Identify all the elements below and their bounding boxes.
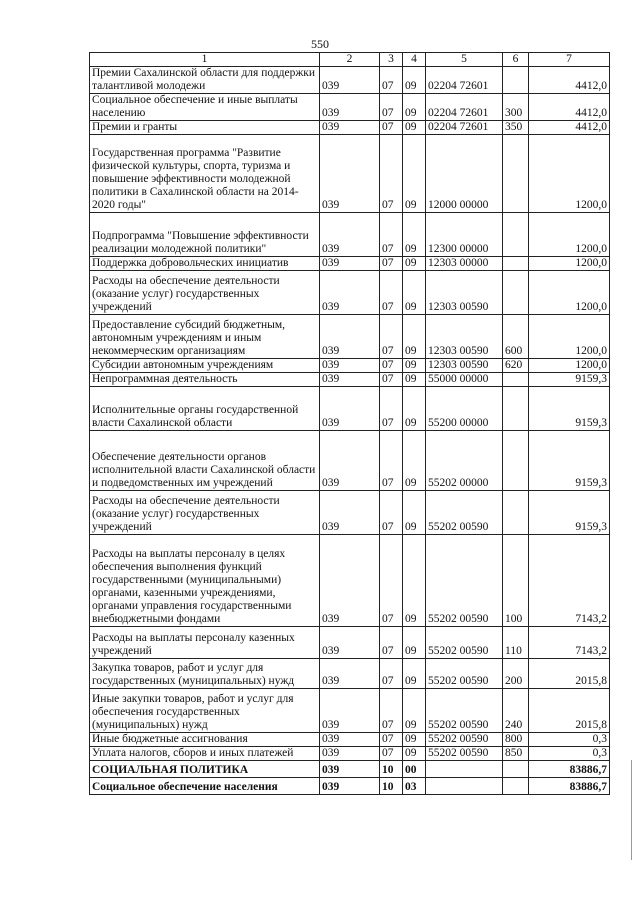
section-code: 07 bbox=[380, 387, 403, 431]
subsection-code: 09 bbox=[403, 747, 426, 761]
section-code: 10 bbox=[380, 778, 403, 795]
ministry-code: 039 bbox=[320, 135, 380, 213]
expense-type-code: 850 bbox=[503, 747, 529, 761]
amount: 4412,0 bbox=[529, 121, 610, 135]
amount: 83886,7 bbox=[529, 761, 610, 778]
ministry-code: 039 bbox=[320, 733, 380, 747]
target-article-code: 55202 00000 bbox=[426, 431, 503, 491]
subsection-code: 09 bbox=[403, 121, 426, 135]
row-name: Закупка товаров, работ и услуг для государственных (муниципальных) нужд bbox=[90, 659, 320, 689]
amount: 9159,3 bbox=[529, 491, 610, 535]
header-cell: 5 bbox=[426, 53, 503, 67]
table-row bbox=[90, 373, 610, 387]
target-article-code: 12303 00000 bbox=[426, 257, 503, 271]
target-article-code: 12300 00000 bbox=[426, 213, 503, 257]
expense-type-code: 620 bbox=[503, 359, 529, 373]
row-name: СОЦИАЛЬНАЯ ПОЛИТИКА bbox=[90, 761, 320, 778]
table-row bbox=[90, 387, 610, 431]
subsection-code: 09 bbox=[403, 135, 426, 213]
subsection-code: 09 bbox=[403, 315, 426, 359]
section-code: 07 bbox=[380, 94, 403, 121]
table-row bbox=[90, 747, 610, 761]
ministry-code: 039 bbox=[320, 359, 380, 373]
amount: 0,3 bbox=[529, 747, 610, 761]
row-name: Премии и гранты bbox=[90, 121, 320, 135]
page-number: 550 bbox=[311, 37, 329, 51]
header-cell: 3 bbox=[380, 53, 403, 67]
amount: 1200,0 bbox=[529, 359, 610, 373]
expense-type-code bbox=[503, 67, 529, 94]
subsection-code: 09 bbox=[403, 659, 426, 689]
amount: 9159,3 bbox=[529, 387, 610, 431]
subsection-code: 09 bbox=[403, 431, 426, 491]
target-article-code bbox=[426, 778, 503, 795]
section-code: 07 bbox=[380, 67, 403, 94]
subsection-code: 09 bbox=[403, 373, 426, 387]
target-article-code: 55200 00000 bbox=[426, 387, 503, 431]
target-article-code: 55000 00000 bbox=[426, 373, 503, 387]
subsection-code: 03 bbox=[403, 778, 426, 795]
target-article-code: 55202 00590 bbox=[426, 689, 503, 733]
section-code: 07 bbox=[380, 689, 403, 733]
expense-type-code bbox=[503, 491, 529, 535]
section-code: 07 bbox=[380, 373, 403, 387]
section-code: 07 bbox=[380, 535, 403, 627]
ministry-code: 039 bbox=[320, 491, 380, 535]
ministry-code: 039 bbox=[320, 373, 380, 387]
header-row bbox=[90, 53, 610, 67]
row-name: Обеспечение деятельности органов исполнительной власти Сахалинской области и подведомственных им учреждений bbox=[90, 431, 320, 491]
header-cell: 4 bbox=[403, 53, 426, 67]
amount: 1200,0 bbox=[529, 271, 610, 315]
row-name: Исполнительные органы государственной власти Сахалинской области bbox=[90, 387, 320, 431]
amount: 4412,0 bbox=[529, 67, 610, 94]
table-row bbox=[90, 315, 610, 359]
table-row bbox=[90, 689, 610, 733]
table-row bbox=[90, 94, 610, 121]
amount: 2015,8 bbox=[529, 689, 610, 733]
amount: 0,3 bbox=[529, 733, 610, 747]
ministry-code: 039 bbox=[320, 271, 380, 315]
section-code: 07 bbox=[380, 257, 403, 271]
target-article-code: 12303 00590 bbox=[426, 359, 503, 373]
target-article-code: 12000 00000 bbox=[426, 135, 503, 213]
expense-type-code bbox=[503, 271, 529, 315]
header-cell: 2 bbox=[320, 53, 380, 67]
subsection-code: 09 bbox=[403, 94, 426, 121]
subsection-code: 09 bbox=[403, 213, 426, 257]
expense-type-code bbox=[503, 761, 529, 778]
table-row bbox=[90, 778, 610, 795]
scan-edge-line bbox=[631, 760, 632, 860]
expense-type-code: 100 bbox=[503, 535, 529, 627]
target-article-code: 02204 72601 bbox=[426, 67, 503, 94]
section-code: 07 bbox=[380, 659, 403, 689]
row-name: Поддержка добровольческих инициатив bbox=[90, 257, 320, 271]
expense-type-code bbox=[503, 373, 529, 387]
subsection-code: 09 bbox=[403, 689, 426, 733]
target-article-code: 02204 72601 bbox=[426, 121, 503, 135]
expense-type-code: 200 bbox=[503, 659, 529, 689]
expense-type-code bbox=[503, 431, 529, 491]
subsection-code: 09 bbox=[403, 271, 426, 315]
subsection-code: 09 bbox=[403, 733, 426, 747]
ministry-code: 039 bbox=[320, 689, 380, 733]
section-code: 07 bbox=[380, 121, 403, 135]
expense-type-code bbox=[503, 778, 529, 795]
ministry-code: 039 bbox=[320, 747, 380, 761]
expense-type-code: 350 bbox=[503, 121, 529, 135]
expense-type-code bbox=[503, 257, 529, 271]
target-article-code: 55202 00590 bbox=[426, 747, 503, 761]
section-code: 07 bbox=[380, 747, 403, 761]
target-article-code bbox=[426, 761, 503, 778]
ministry-code: 039 bbox=[320, 431, 380, 491]
table-row bbox=[90, 733, 610, 747]
section-code: 07 bbox=[380, 733, 403, 747]
target-article-code: 55202 00590 bbox=[426, 535, 503, 627]
amount: 1200,0 bbox=[529, 135, 610, 213]
ministry-code: 039 bbox=[320, 315, 380, 359]
header-cell: 1 bbox=[90, 53, 320, 67]
target-article-code: 55202 00590 bbox=[426, 627, 503, 659]
expense-type-code bbox=[503, 387, 529, 431]
subsection-code: 09 bbox=[403, 535, 426, 627]
row-name: Государственная программа "Развитие физической культуры, спорта, туризма и повышение эффективности молодежной политики в Сахалинской области на 2014-2020 годы" bbox=[90, 135, 320, 213]
amount: 7143,2 bbox=[529, 535, 610, 627]
subsection-code: 09 bbox=[403, 491, 426, 535]
target-article-code: 55202 00590 bbox=[426, 659, 503, 689]
header-cell: 7 bbox=[529, 53, 610, 67]
table-row bbox=[90, 627, 610, 659]
ministry-code: 039 bbox=[320, 659, 380, 689]
expense-type-code: 240 bbox=[503, 689, 529, 733]
budget-table bbox=[89, 52, 610, 795]
table-row bbox=[90, 257, 610, 271]
ministry-code: 039 bbox=[320, 257, 380, 271]
table-row bbox=[90, 213, 610, 257]
target-article-code: 12303 00590 bbox=[426, 315, 503, 359]
row-name: Расходы на выплаты персоналу в целях обеспечения выполнения функций государственными (муниципальными) органами, казенными учреждениями, органами управления государственными внебюджетными фондами bbox=[90, 535, 320, 627]
ministry-code: 039 bbox=[320, 387, 380, 431]
expense-type-code bbox=[503, 213, 529, 257]
subsection-code: 09 bbox=[403, 67, 426, 94]
subsection-code: 00 bbox=[403, 761, 426, 778]
ministry-code: 039 bbox=[320, 535, 380, 627]
section-code: 07 bbox=[380, 315, 403, 359]
ministry-code: 039 bbox=[320, 761, 380, 778]
amount: 83886,7 bbox=[529, 778, 610, 795]
expense-type-code bbox=[503, 135, 529, 213]
row-name: Социальное обеспечение и иные выплаты населению bbox=[90, 94, 320, 121]
ministry-code: 039 bbox=[320, 778, 380, 795]
amount: 1200,0 bbox=[529, 213, 610, 257]
section-code: 07 bbox=[380, 359, 403, 373]
amount: 1200,0 bbox=[529, 257, 610, 271]
table-row bbox=[90, 67, 610, 94]
table-row bbox=[90, 761, 610, 778]
row-name: Расходы на обеспечение деятельности (оказание услуг) государственных учреждений bbox=[90, 271, 320, 315]
header-cell: 6 bbox=[503, 53, 529, 67]
section-code: 07 bbox=[380, 271, 403, 315]
section-code: 07 bbox=[380, 627, 403, 659]
table-row bbox=[90, 491, 610, 535]
row-name: Иные бюджетные ассигнования bbox=[90, 733, 320, 747]
expense-type-code: 300 bbox=[503, 94, 529, 121]
subsection-code: 09 bbox=[403, 387, 426, 431]
subsection-code: 09 bbox=[403, 257, 426, 271]
expense-type-code: 800 bbox=[503, 733, 529, 747]
table-row bbox=[90, 535, 610, 627]
target-article-code: 55202 00590 bbox=[426, 733, 503, 747]
target-article-code: 02204 72601 bbox=[426, 94, 503, 121]
amount: 9159,3 bbox=[529, 373, 610, 387]
row-name: Расходы на обеспечение деятельности (оказание услуг) государственных учреждений bbox=[90, 491, 320, 535]
expense-type-code: 110 bbox=[503, 627, 529, 659]
ministry-code: 039 bbox=[320, 121, 380, 135]
ministry-code: 039 bbox=[320, 213, 380, 257]
ministry-code: 039 bbox=[320, 94, 380, 121]
row-name: Предоставление субсидий бюджетным, автономным учреждениям и иным некоммерческим организациям bbox=[90, 315, 320, 359]
row-name: Премии Сахалинской области для поддержки талантливой молодежи bbox=[90, 67, 320, 94]
amount: 1200,0 bbox=[529, 315, 610, 359]
table-row bbox=[90, 659, 610, 689]
amount: 4412,0 bbox=[529, 94, 610, 121]
section-code: 10 bbox=[380, 761, 403, 778]
table-row bbox=[90, 271, 610, 315]
row-name: Социальное обеспечение населения bbox=[90, 778, 320, 795]
target-article-code: 12303 00590 bbox=[426, 271, 503, 315]
ministry-code: 039 bbox=[320, 67, 380, 94]
row-name: Субсидии автономным учреждениям bbox=[90, 359, 320, 373]
ministry-code: 039 bbox=[320, 627, 380, 659]
amount: 7143,2 bbox=[529, 627, 610, 659]
amount: 9159,3 bbox=[529, 431, 610, 491]
row-name: Уплата налогов, сборов и иных платежей bbox=[90, 747, 320, 761]
row-name: Расходы на выплаты персоналу казенных учреждений bbox=[90, 627, 320, 659]
table-row bbox=[90, 121, 610, 135]
subsection-code: 09 bbox=[403, 627, 426, 659]
table-row bbox=[90, 431, 610, 491]
amount: 2015,8 bbox=[529, 659, 610, 689]
target-article-code: 55202 00590 bbox=[426, 491, 503, 535]
section-code: 07 bbox=[380, 135, 403, 213]
section-code: 07 bbox=[380, 431, 403, 491]
section-code: 07 bbox=[380, 213, 403, 257]
row-name: Непрограммная деятельность bbox=[90, 373, 320, 387]
subsection-code: 09 bbox=[403, 359, 426, 373]
section-code: 07 bbox=[380, 491, 403, 535]
table-row bbox=[90, 359, 610, 373]
expense-type-code: 600 bbox=[503, 315, 529, 359]
row-name: Подпрограмма "Повышение эффективности реализации молодежной политики" bbox=[90, 213, 320, 257]
row-name: Иные закупки товаров, работ и услуг для обеспечения государственных (муниципальных) нужд bbox=[90, 689, 320, 733]
table-row bbox=[90, 135, 610, 213]
